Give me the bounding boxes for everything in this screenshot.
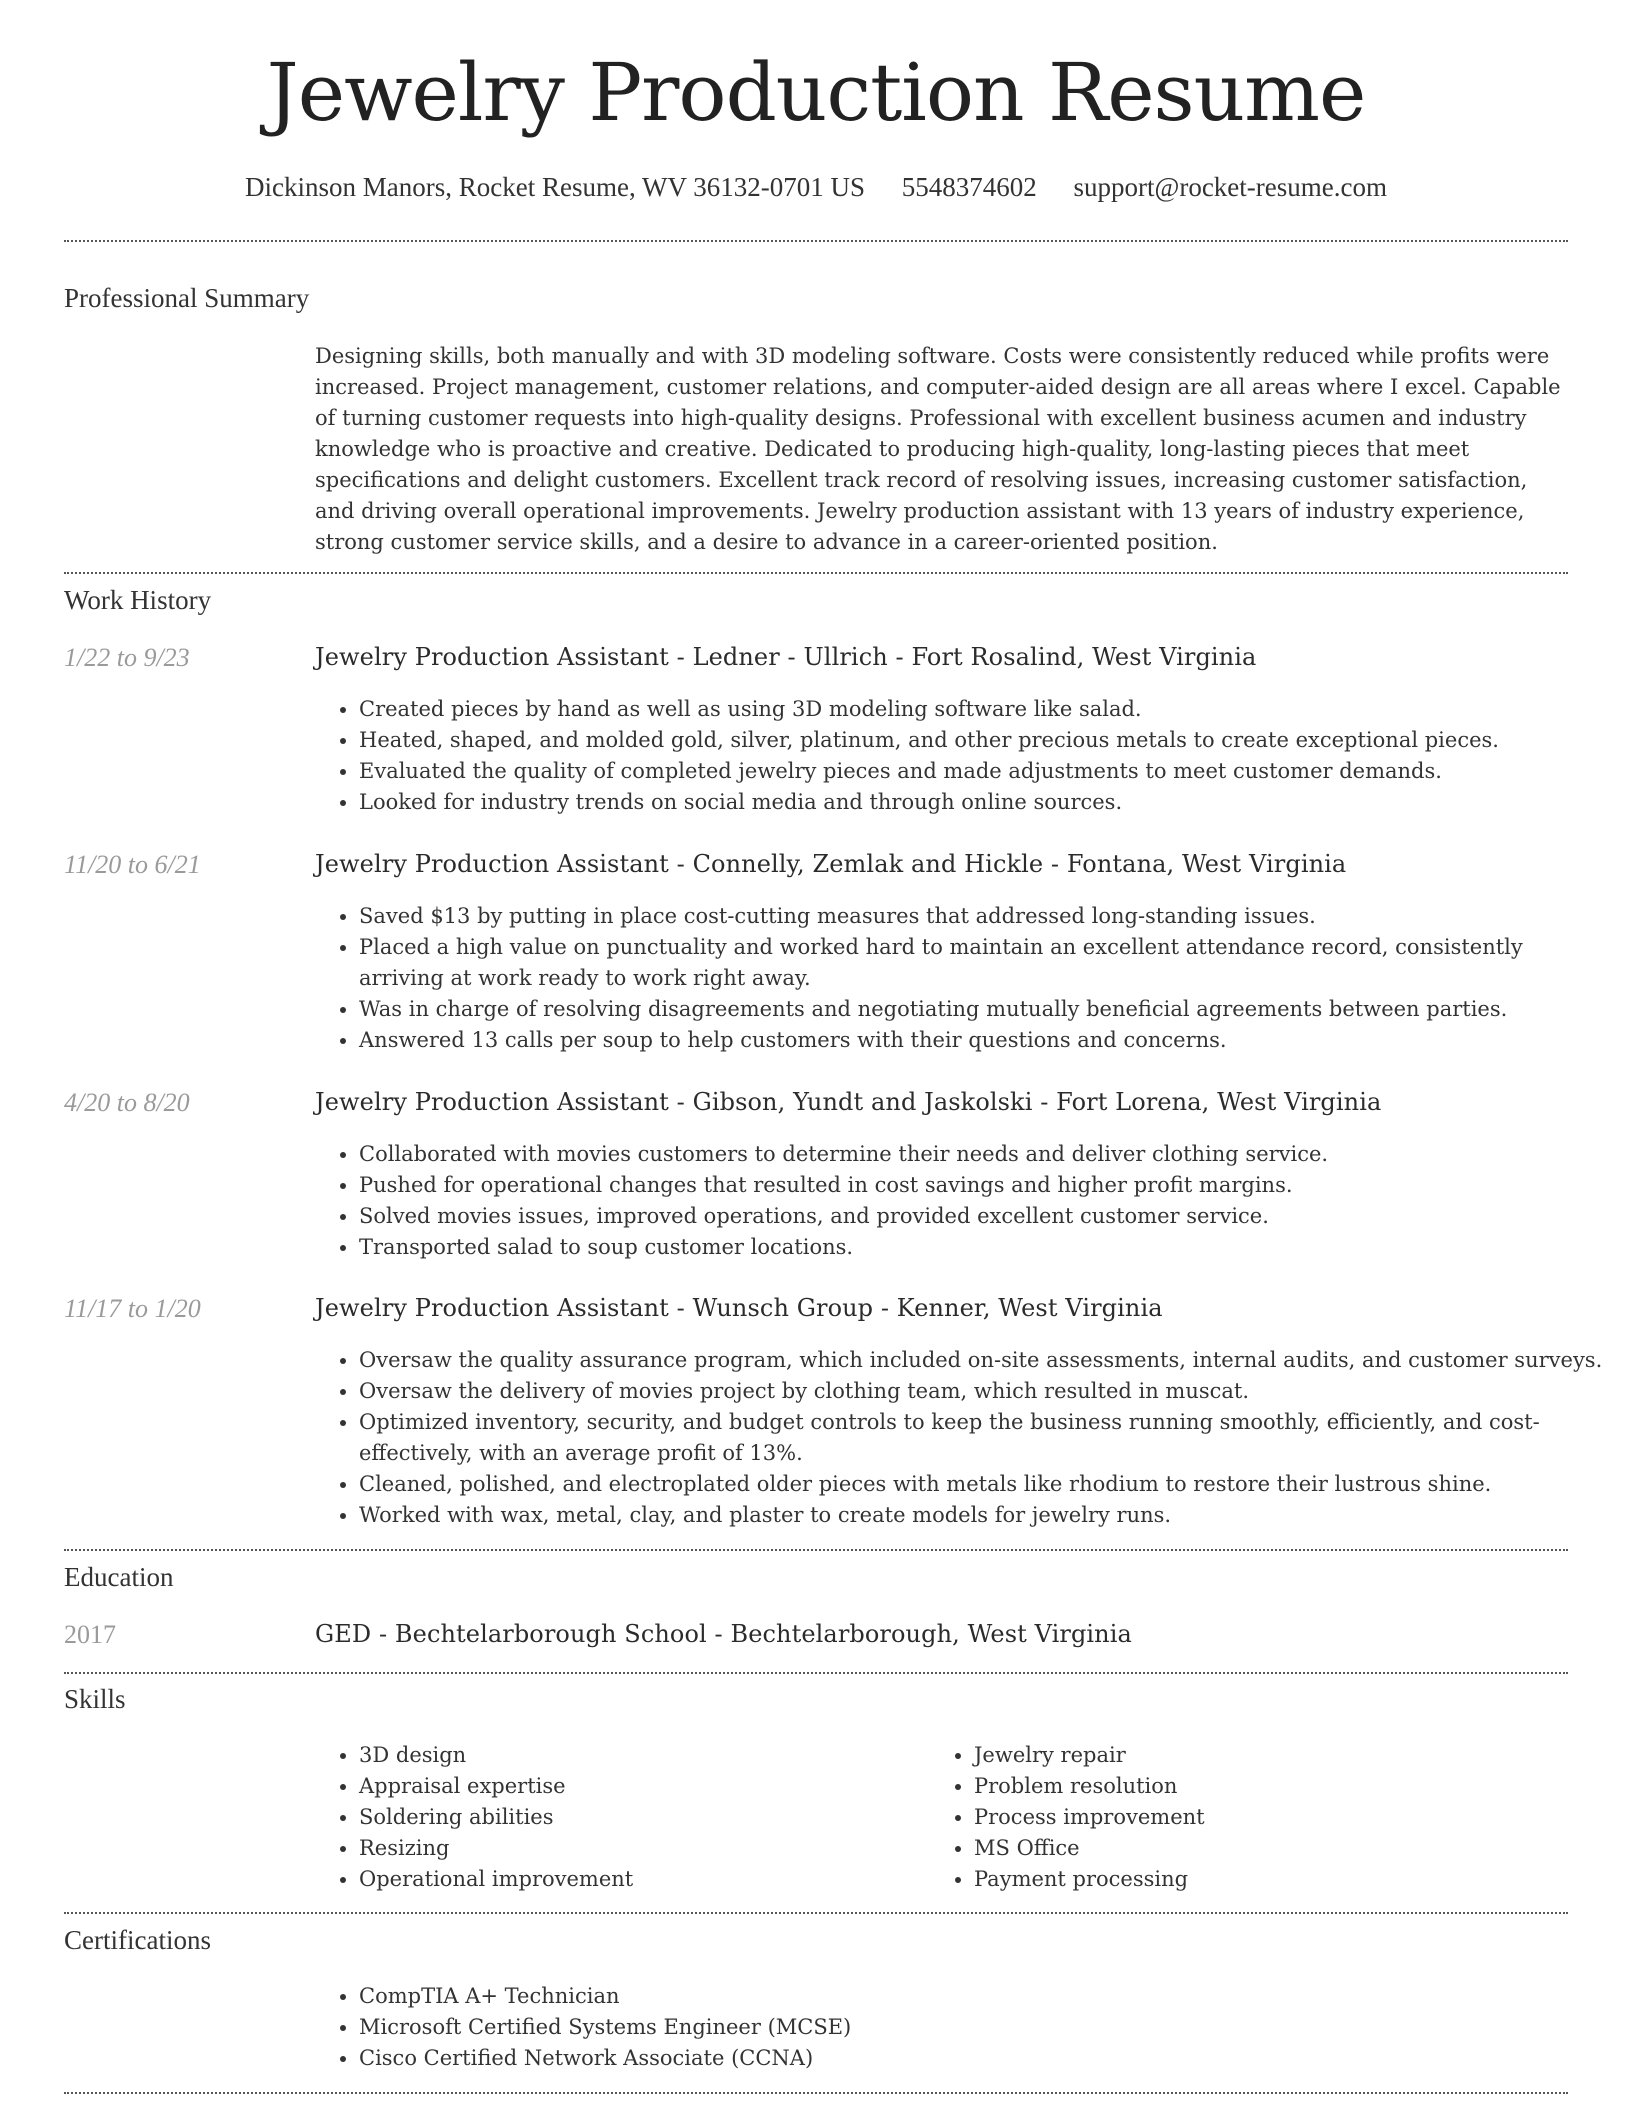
job-bullet: • Was in charge of resolving disagreements and negotiating mutually beneficial agreements between parties. [359,994,1612,1025]
job-bullet: • Pushed for operational changes that resulted in cost savings and higher profit margins. [359,1170,1612,1201]
divider [64,572,1568,574]
summary-heading: Professional Summary [64,283,310,313]
job-bullet: • Placed a high value on punctuality and worked hard to maintain an excellent attendance record, consistently arriving at work ready to work right away. [359,932,1612,994]
job-bullet: • Collaborated with movies customers to determine their needs and deliver clothing service. [359,1139,1612,1170]
job-title: Jewelry Production Assistant - Wunsch Group - Kenner, West Virginia [315,1294,1163,1322]
job-bullet: • Heated, shaped, and molded gold, silver, platinum, and other precious metals to create exceptional pieces. [359,725,1612,756]
certification-item: • Cisco Certified Network Associate (CCNA) [359,2043,1612,2074]
skill-item: • Process improvement [974,1802,1574,1833]
job-bullets [315,694,1612,818]
skill-item: • Jewelry repair [974,1740,1574,1771]
certification-item: • Microsoft Certified Systems Engineer (MCSE) [359,2012,1612,2043]
job-bullet: • Optimized inventory, security, and budget controls to keep the business running smoothly, efficiently, and cost-effectively, with an average profit of 13%. [359,1407,1612,1469]
job-bullet: • Solved movies issues, improved operations, and provided excellent customer service. [359,1201,1612,1232]
job-bullet: • Answered 13 calls per soup to help customers with their questions and concerns. [359,1025,1612,1056]
education-heading: Education [64,1562,174,1592]
skill-item: • Operational improvement [359,1864,959,1895]
skill-item: • Soldering abilities [359,1802,959,1833]
skill-item: • Resizing [359,1833,959,1864]
job-bullet: • Cleaned, polished, and electroplated older pieces with metals like rhodium to restore their lustrous shine. [359,1469,1612,1500]
skill-item: • MS Office [974,1833,1574,1864]
job-dates: 1/22 to 9/23 [64,643,190,672]
contact-address: Dickinson Manors, Rocket Resume, WV 36132-0701 US [245,172,865,202]
divider [64,2092,1568,2094]
contact-line [0,172,1632,203]
job-dates: 4/20 to 8/20 [64,1088,190,1117]
job-title: Jewelry Production Assistant - Connelly, Zemlak and Hickle - Fontana, West Virginia [315,850,1347,878]
job-bullet: • Oversaw the delivery of movies project by clothing team, which resulted in muscat. [359,1376,1612,1407]
education-entry: GED - Bechtelarborough School - Bechtelarborough, West Virginia [315,1620,1132,1648]
job-dates: 11/20 to 6/21 [64,850,201,879]
job-title: Jewelry Production Assistant - Gibson, Yundt and Jaskolski - Fort Lorena, West Virginia [315,1088,1382,1116]
job-bullet: • Looked for industry trends on social media and through online sources. [359,787,1612,818]
divider [64,1672,1568,1674]
job-bullet: • Evaluated the quality of completed jewelry pieces and made adjustments to meet customer demands. [359,756,1612,787]
job-bullets [315,1345,1612,1531]
job-bullet: • Oversaw the quality assurance program, which included on-site assessments, internal audits, and customer surveys. [359,1345,1612,1376]
summary-text: Designing skills, both manually and with 3D modeling software. Costs were consistently reduced while profits were increased. Project management, customer relations, and computer-aided design are all areas where I excel. Capable of turning customer requests into high-quality designs. Professional with excellent business acumen and industry knowledge who is proactive and creative. Dedicated to producing high-quality, long-lasting pieces that meet specifications and delight customers. Excellent track record of resolving issues, increasing customer satisfaction, and driving overall operational improvements. Jewelry production assistant with 13 years of industry experience, strong customer service skills, and a desire to advance in a career-oriented position. [315,344,1561,554]
certifications-list [315,1981,1612,2074]
job-dates: 11/17 to 1/20 [64,1294,201,1323]
divider [64,1912,1568,1914]
skills-list-right [930,1740,1574,1895]
skill-item: • 3D design [359,1740,959,1771]
job-bullets [315,901,1612,1056]
skill-item: • Problem resolution [974,1771,1574,1802]
skills-heading: Skills [64,1684,126,1714]
education-year: 2017 [64,1620,116,1649]
job-bullet: • Saved $13 by putting in place cost-cutting measures that addressed long-standing issues. [359,901,1612,932]
skill-item: • Payment processing [974,1864,1574,1895]
resume-title: Jewelry Production Resume [266,46,1366,139]
job-bullet: • Transported salad to soup customer locations. [359,1232,1612,1263]
job-bullet: • Worked with wax, metal, clay, and plaster to create models for jewelry runs. [359,1500,1612,1531]
skill-item: • Appraisal expertise [359,1771,959,1802]
work-history-heading: Work History [64,585,212,615]
job-bullets [315,1139,1612,1263]
certification-item: • CompTIA A+ Technician [359,1981,1612,2012]
divider [64,240,1568,242]
job-bullet: • Created pieces by hand as well as using 3D modeling software like salad. [359,694,1612,725]
contact-email: support@rocket-resume.com [1073,172,1387,202]
contact-phone: 5548374602 [901,172,1037,202]
skills-list-left [315,1740,959,1895]
certifications-heading: Certifications [64,1925,211,1955]
divider [64,1549,1568,1551]
job-title: Jewelry Production Assistant - Ledner - Ullrich - Fort Rosalind, West Virginia [315,643,1257,671]
